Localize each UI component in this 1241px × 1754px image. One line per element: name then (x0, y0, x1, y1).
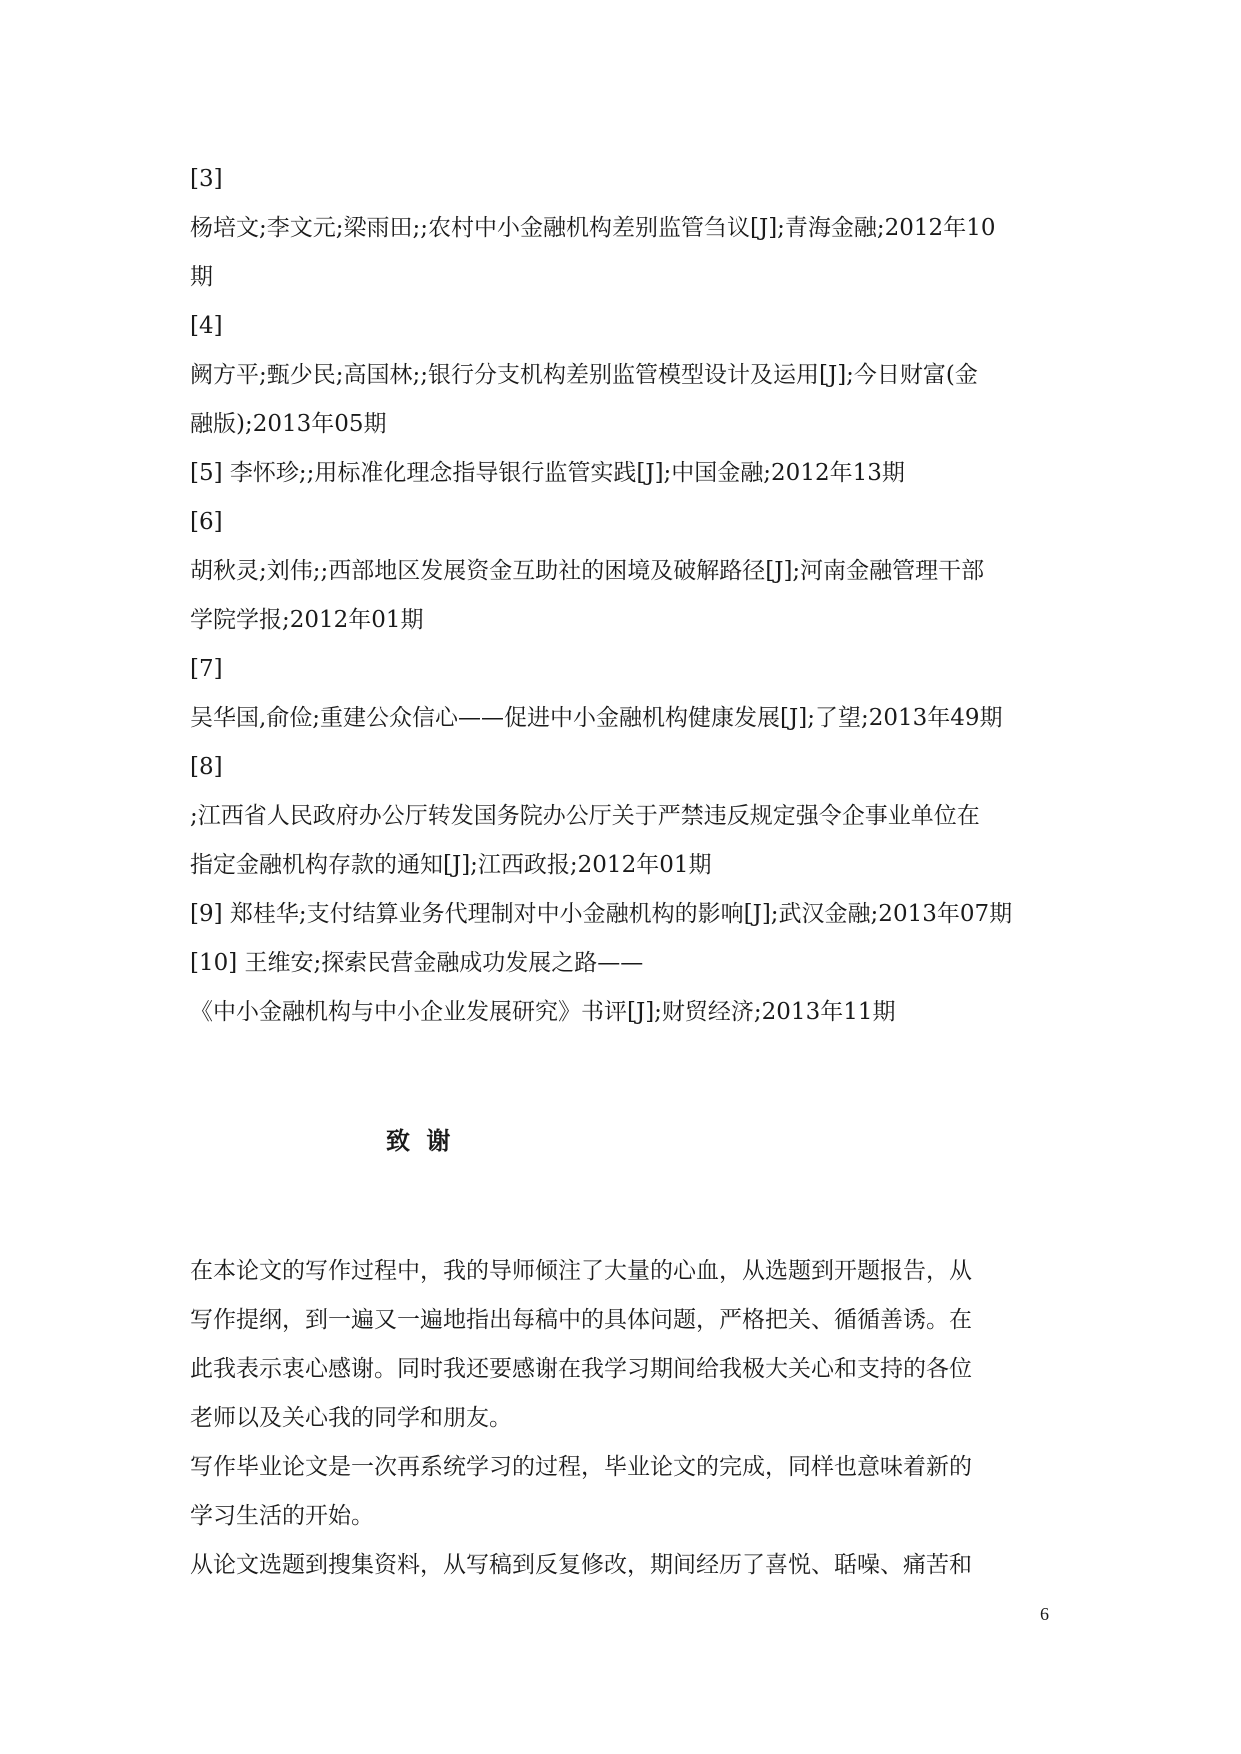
page-number: 6 (1040, 1604, 1049, 1624)
reference-line: 融版);2013年05期 (190, 411, 387, 437)
reference-line: 杨培文;李文元;梁雨田;;农村中小金融机构差别监管刍议[J];青海金融;2012年10 (190, 215, 996, 241)
acknowledgement-line: 学习生活的开始。 (190, 1503, 374, 1529)
reference-line: [3] (190, 166, 223, 192)
reference-line: 吴华国,俞俭;重建公众信心——促进中小金融机构健康发展[J];了望;2013年49期 (190, 705, 1003, 731)
acknowledgement-line: 写作提纲，到一遍又一遍地指出每稿中的具体问题，严格把关、循循善诱。在 (190, 1307, 972, 1333)
acknowledgement-body (190, 1247, 1062, 1590)
acknowledgement-line: 写作毕业论文是一次再系统学习的过程，毕业论文的完成，同样也意味着新的 (190, 1454, 972, 1480)
reference-line: 期 (190, 264, 213, 290)
acknowledgement-line: 老师以及关心我的同学和朋友。 (190, 1405, 512, 1431)
acknowledgement-line: 此我表示衷心感谢。同时我还要感谢在我学习期间给我极大关心和支持的各位 (190, 1356, 972, 1382)
reference-line: [8] (190, 754, 223, 780)
reference-line: 胡秋灵;刘伟;;西部地区发展资金互助社的困境及破解路径[J];河南金融管理干部 (190, 558, 985, 584)
reference-line: ;江西省人民政府办公厅转发国务院办公厅关于严禁违反规定强令企事业单位在 (190, 803, 980, 829)
reference-line: [10] 王维安;探索民营金融成功发展之路—— (190, 950, 644, 976)
reference-line: [7] (190, 656, 223, 682)
reference-line: [6] (190, 509, 223, 535)
reference-line: [4] (190, 313, 223, 339)
reference-line: 学院学报;2012年01期 (190, 607, 424, 633)
acknowledgement-line: 从论文选题到搜集资料，从写稿到反复修改，期间经历了喜悦、聒噪、痛苦和 (190, 1552, 972, 1578)
reference-line: [9] 郑桂华;支付结算业务代理制对中小金融机构的影响[J];武汉金融;2013年07期 (190, 901, 1013, 927)
acknowledgement-heading: 致 谢 (386, 1127, 455, 1155)
reference-line: 阙方平;甄少民;高国林;;银行分支机构差别监管模型设计及运用[J];今日财富(金 (190, 362, 978, 388)
reference-list (190, 155, 1062, 1037)
reference-line: [5] 李怀珍;;用标准化理念指导银行监管实践[J];中国金融;2012年13期 (190, 460, 905, 486)
reference-line: 《中小金融机构与中小企业发展研究》书评[J];财贸经济;2013年11期 (190, 999, 896, 1025)
acknowledgement-line: 在本论文的写作过程中，我的导师倾注了大量的心血，从选题到开题报告，从 (190, 1258, 972, 1284)
reference-line: 指定金融机构存款的通知[J];江西政报;2012年01期 (190, 852, 712, 878)
